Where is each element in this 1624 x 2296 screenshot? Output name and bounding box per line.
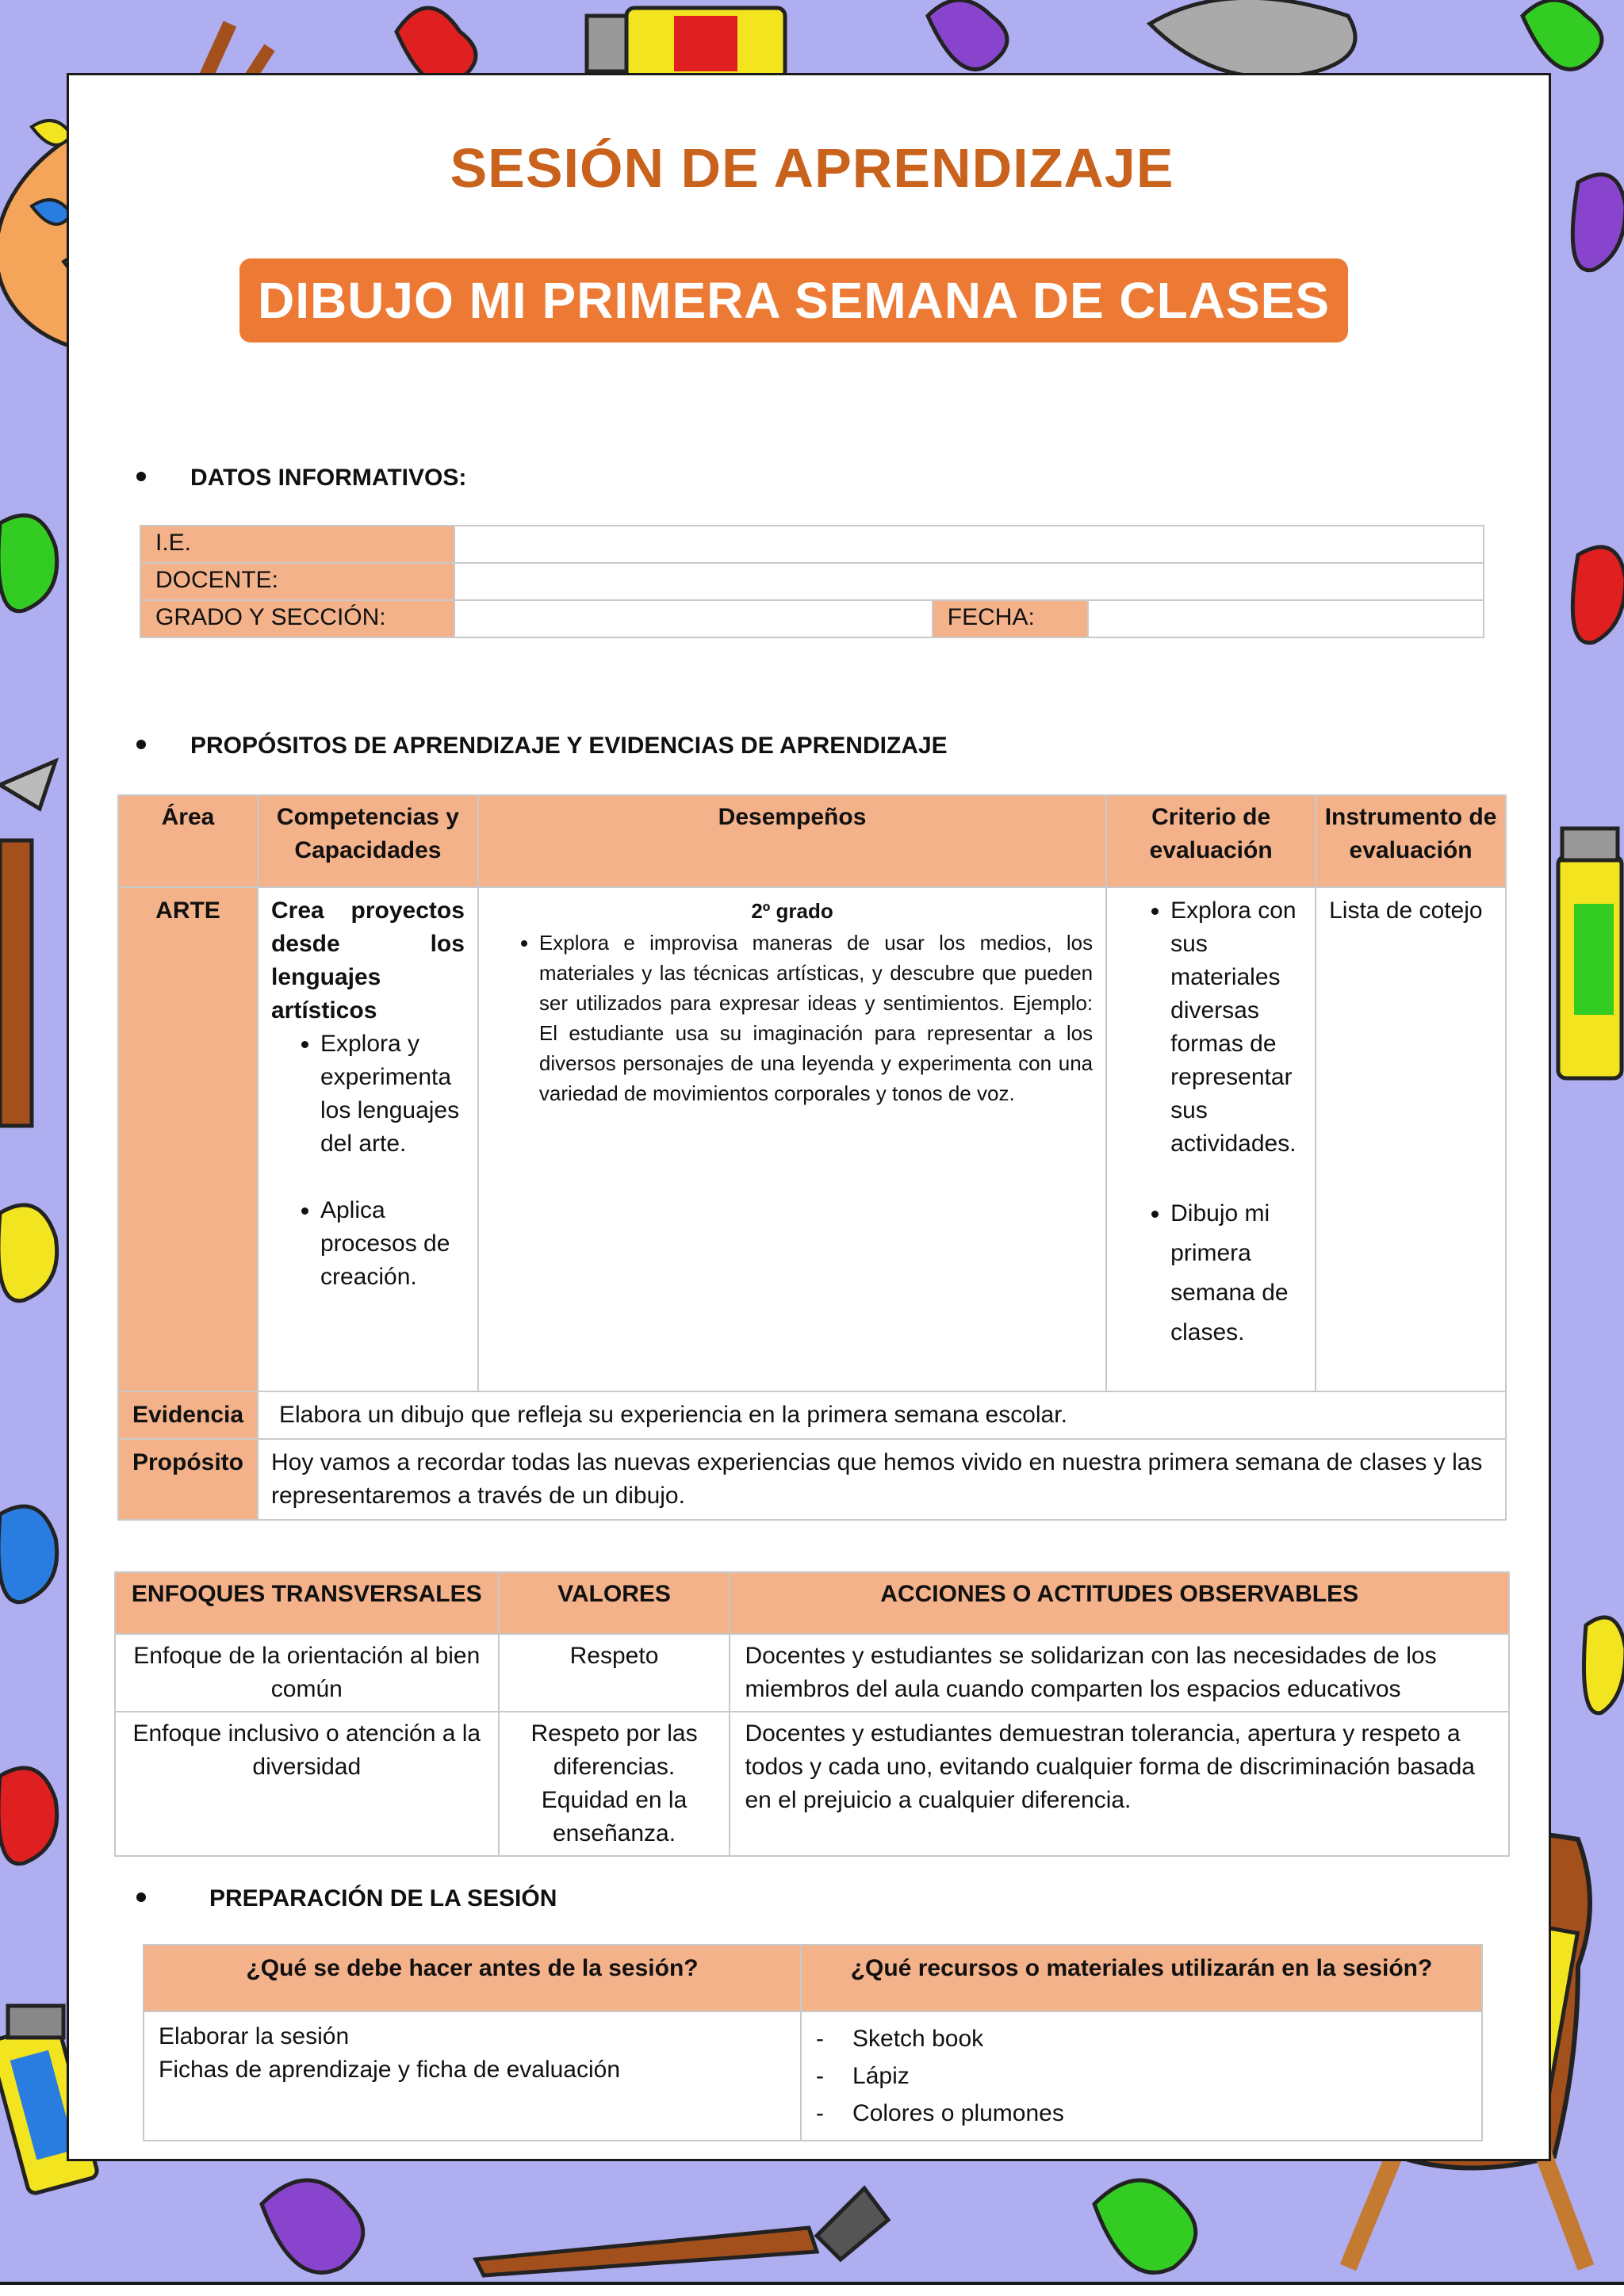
col-acciones: ACCIONES O ACTITUDES OBSERVABLES	[730, 1572, 1509, 1634]
bullet-icon	[136, 1892, 146, 1902]
preparacion-heading	[136, 1885, 557, 1912]
table-row	[118, 1439, 1506, 1520]
capacidad-item: • Explora y experimenta los lenguajes del arte.	[320, 1027, 465, 1161]
antes-cell	[144, 2011, 801, 2141]
evidencia-label: Evidencia	[118, 1391, 258, 1439]
table-row	[144, 2011, 1482, 2141]
grado-value[interactable]	[454, 600, 933, 637]
proposito-text: Hoy vamos a recordar todas las nuevas experiencias que hemos vivido en nuestra primera semana de clases y las representaremos a través de un dibujo.	[258, 1439, 1506, 1520]
desempenos-cell	[478, 887, 1106, 1391]
valores-cell: Respeto	[499, 1634, 730, 1712]
col-antes: ¿Qué se debe hacer antes de la sesión?	[144, 1945, 801, 2011]
acciones-cell: Docentes y estudiantes demuestran tolerancia, apertura y respeto a todos y cada uno, evitando cualquier forma de discriminación basada en el prejuicio a cualquier diferencia.	[730, 1712, 1509, 1856]
fecha-value[interactable]	[1088, 600, 1484, 637]
competencia-text: Crea proyectos desde los lenguajes artísticos	[270, 897, 465, 1024]
recurso-item: - Sketch book	[805, 2020, 1467, 2057]
datos-heading	[136, 465, 466, 492]
recursos-cell	[801, 2011, 1482, 2141]
datos-heading-text: DATOS INFORMATIVOS:	[190, 465, 467, 491]
criterio-item: • Explora con sus materiales diversas formas de representar sus actividades.	[1170, 894, 1302, 1161]
preparacion-table	[143, 1944, 1483, 2141]
paint-brush-icon	[476, 2188, 888, 2275]
acciones-cell: Docentes y estudiantes se solidarizan con las necesidades de los miembros del aula cuando comparten los espacios educativos	[730, 1634, 1509, 1712]
session-title: DIBUJO MI PRIMERA SEMANA DE CLASES	[257, 272, 1331, 329]
paint-tube-icon	[587, 8, 785, 79]
docente-label: DOCENTE:	[140, 563, 454, 600]
bullet-icon	[136, 472, 146, 481]
criterio-cell	[1106, 887, 1316, 1391]
table-row	[115, 1634, 1509, 1712]
desempeno-item: • Explora e improvisa maneras de usar los medios, los materiales y las técnicas artísticas, y descubre que pueden ser utilizados para expresar ideas y sentimientos. Ejemplo: El estudiante usa su imaginación para representar a los diversos personajes de una leyenda y experimenta con una variedad de movimientos corporales y tonos de voz.	[539, 928, 1093, 1108]
session-title-banner	[239, 258, 1348, 342]
table-row	[118, 1391, 1506, 1439]
col-desempenos: Desempeños	[478, 795, 1106, 887]
page-title: SESIÓN DE APRENDIZAJE	[450, 137, 1174, 199]
datos-table	[140, 525, 1484, 638]
bottom-border	[0, 2282, 1624, 2296]
capacidad-item: • Aplica procesos de creación.	[320, 1194, 465, 1294]
propositos-heading-text: PROPÓSITOS DE APRENDIZAJE Y EVIDENCIAS DE APRENDIZAJE	[190, 733, 948, 759]
criterio-item: • Dibujo mi primera semana de clases.	[1170, 1194, 1302, 1353]
preparacion-heading-text: PREPARACIÓN DE LA SESIÓN	[209, 1885, 557, 1911]
enfoque-cell: Enfoque de la orientación al bien común	[115, 1634, 499, 1712]
area-cell: ARTE	[118, 887, 258, 1391]
docente-value[interactable]	[454, 563, 1484, 600]
col-area: Área	[118, 795, 258, 887]
table-row	[115, 1712, 1509, 1856]
bullet-icon	[136, 740, 146, 749]
recurso-item: - Colores o plumones	[805, 2095, 1467, 2132]
proposito-label: Propósito	[118, 1439, 258, 1520]
table-header-row	[115, 1572, 1509, 1634]
enfoque-cell: Enfoque inclusivo o atención a la diversidad	[115, 1712, 499, 1856]
recurso-item: - Lápiz	[805, 2057, 1467, 2095]
propositos-heading	[136, 733, 948, 760]
col-instrumento: Instrumento de evaluación	[1316, 795, 1506, 887]
fecha-label: FECHA:	[933, 600, 1088, 637]
ie-label: I.E.	[140, 526, 454, 563]
evidencia-text: Elabora un dibujo que refleja su experiencia en la primera semana escolar.	[258, 1391, 1506, 1439]
ie-value[interactable]	[454, 526, 1484, 563]
enfoques-table	[114, 1571, 1510, 1857]
table-row	[140, 600, 1484, 637]
antes-item: Elaborar la sesión	[159, 2023, 350, 2049]
competencias-cell	[258, 887, 478, 1391]
valores-cell: Respeto por las diferencias. Equidad en la enseñanza.	[499, 1712, 730, 1856]
table-row	[118, 887, 1506, 1391]
col-enfoques: ENFOQUES TRANSVERSALES	[115, 1572, 499, 1634]
propositos-table	[117, 794, 1507, 1521]
instrumento-cell: Lista de cotejo	[1316, 887, 1506, 1391]
col-valores: VALORES	[499, 1572, 730, 1634]
col-competencias: Competencias y Capacidades	[258, 795, 478, 887]
grado-text: 2º grado	[751, 899, 833, 923]
antes-item: Fichas de aprendizaje y ficha de evaluación	[159, 2057, 621, 2083]
grado-label: GRADO Y SECCIÓN:	[140, 600, 454, 637]
paint-brush-icon	[0, 761, 56, 1126]
table-row	[140, 526, 1484, 563]
paint-tube-icon	[1558, 828, 1622, 1078]
table-header-row	[144, 1945, 1482, 2011]
col-recursos: ¿Qué recursos o materiales utilizarán en la sesión?	[801, 1945, 1482, 2011]
table-header-row	[118, 795, 1506, 887]
table-row	[140, 563, 1484, 600]
col-criterio: Criterio de evaluación	[1106, 795, 1316, 887]
